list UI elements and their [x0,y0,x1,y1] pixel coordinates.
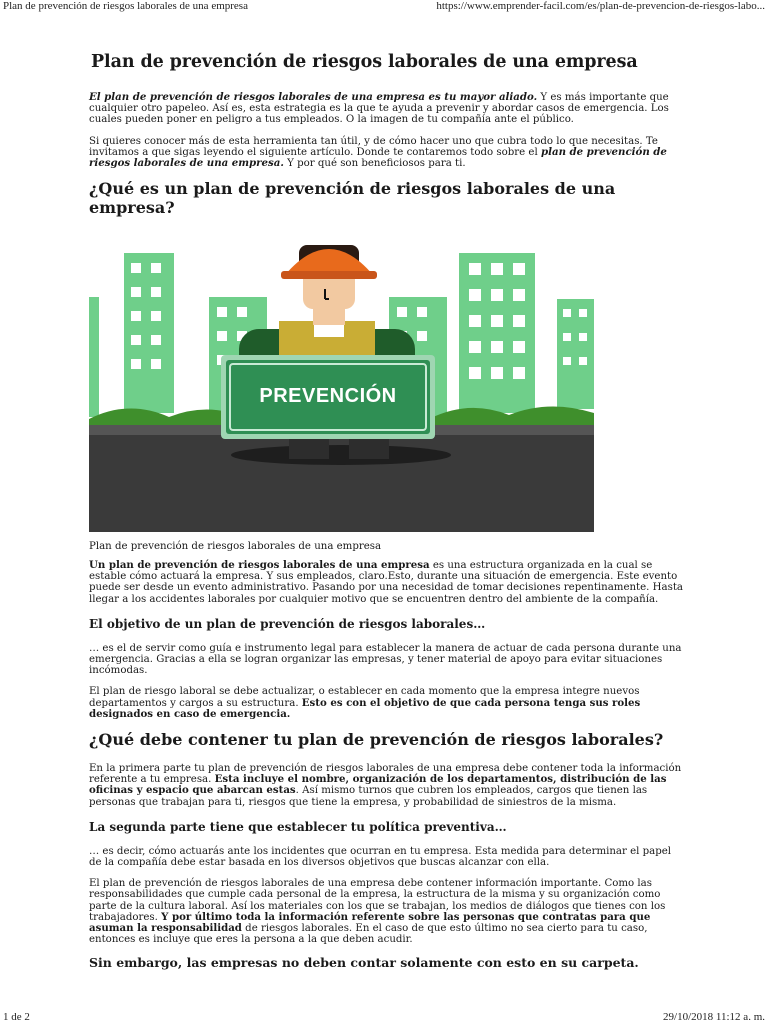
update-paragraph: El plan de riesgo laboral se debe actualizar, o establecer en cada momento que la empresa integre nuevos departamentos y cargos a su estructura. Esto es con el objetivo de que cada persona tenga sus roles designados en caso de emergencia. [89,686,641,720]
intro-paragraph: El plan de prevención de riesgos laborales de una empresa es tu mayor aliado. Y es más importante que cualquier otro papeleo. Así es, esta estrategia es la que te ayuda a prevenir y abordar casos de emergencia. Los cuales pueden poner en peligro a tus empleados. O la imagen de tu compañía ante el público. [89,91,669,126]
print-header-url[interactable]: https://www.emprender-facil.com/es/plan-de-prevencion-de-riesgos-labo... [436,0,765,12]
prevention-illustration [89,229,594,532]
section-heading-contents: ¿Qué debe contener tu plan de prevención de riesgos laborales? [89,730,664,750]
important-info-bold: Y por último toda la información referente sobre las personas que contratas para que asuman la responsabilidad [89,910,651,935]
article-top [89,52,685,231]
section-heading-what-is: ¿Qué es un plan de prevención de riesgos laborales de una empresa? [89,179,616,218]
definition-paragraph: Un plan de prevención de riesgos laborales de una empresa es una estructura organizada en la cual se estable cómo actuará la empresa. Y sus empleados, claro.Esto, durante una situación de emergencia. Este evento puede ser desde un evento administrativo. Pasando por una necesidad de tomar decisiones repentinamente. Hasta llegar a los accidentes laborales por cualquier motivo que se encuentren dentro del ambiente de la compañía. [89,559,684,605]
objective-heading: El objetivo de un plan de prevención de riesgos laborales… [89,616,486,631]
contents-bold: Esta incluye el nombre, organización de los departamentos, distribución de las oficinas y espacio que abarcan estas [89,773,667,797]
policy-paragraph: … es decir, cómo actuarás ante los incidentes que ocurran en tu empresa. Esta medida para determinar el papel de la compañía debe estar basada en los diversos objetivos que buscas alcanzar con ella. [89,845,672,869]
print-header [0,0,768,14]
worker-sign-image [89,229,594,532]
definition-bold: Un plan de prevención de riesgos laborales de una empresa [89,559,430,571]
intro-emphasis: El plan de prevención de riesgos laborales de una empresa es tu mayor aliado. [89,91,538,103]
print-header-title: Plan de prevención de riesgos laborales de una empresa [3,0,248,12]
policy-heading: La segunda parte tiene que establecer tu política preventiva… [89,819,507,834]
page-counter: 1 de 2 [3,1011,30,1023]
closing-heading: Sin embargo, las empresas no deben contar solamente con esto en su carpeta. [89,955,639,971]
objective-paragraph: … es el de servir como guía e instrumento legal para establecer la manera de actuar de cada persona durante una emergencia. Gracias a ella se logran organizar las empresas, y tener material de apoyo para evitar situaciones incómodas. [89,642,682,677]
print-footer [0,1011,768,1025]
invite-paragraph: Si quieres conocer más de esta herramienta tan útil, y de cómo hacer uno que cubra todo lo que necesitas. Te invitamos a que sigas leyendo el siguiente artículo. Donde te contaremos todo sobre el plan de prevención de riesgos laborales de una empresa. Y por qué son beneficiosos para ti. [89,135,667,170]
update-bold: Esto es con el objetivo de que cada persona tenga sus roles designados en caso de emergencia. [89,696,641,720]
important-info-paragraph: El plan de prevención de riesgos laborales de una empresa debe contener información importante. Como las responsabilidades que cumple cada personal de la empresa, la estructura de la misma y su organización como parte de la cultura laboral. Así los materiales con los que se trabajan, los medios de diálogos que tienes con los trabajadores. Y por último toda la información referente sobre las personas que contratas para que asuman la responsabilidad de riesgos laborales. En el caso de que esto último no sea cierto para tu caso, entonces es incluye que eres la persona a la que deben acudir. [89,878,666,946]
invite-emphasis: plan de prevención de riesgos laborales de una empresa. [89,145,667,170]
article-body [89,560,685,982]
article-title: Plan de prevención de riesgos laborales de una empresa [91,52,638,72]
sign-text: PREVENCIÓN [259,385,397,407]
image-caption: Plan de prevención de riesgos laborales de una empresa [89,541,382,552]
print-datetime: 29/10/2018 11:12 a. m. [663,1011,765,1023]
contents-paragraph: En la primera parte tu plan de prevención de riesgos laborales de una empresa debe contener toda la información referente a tu empresa. Esta incluye el nombre, organización de los departamentos, distribución de las oficinas y espacio que abarcan estas. Así mismo turnos que cubren los empleados, cargos que tienen las personas que trabajan para ti, riesgos que tiene la empresa, y probabilidad de siniestros de la misma. [89,763,682,808]
